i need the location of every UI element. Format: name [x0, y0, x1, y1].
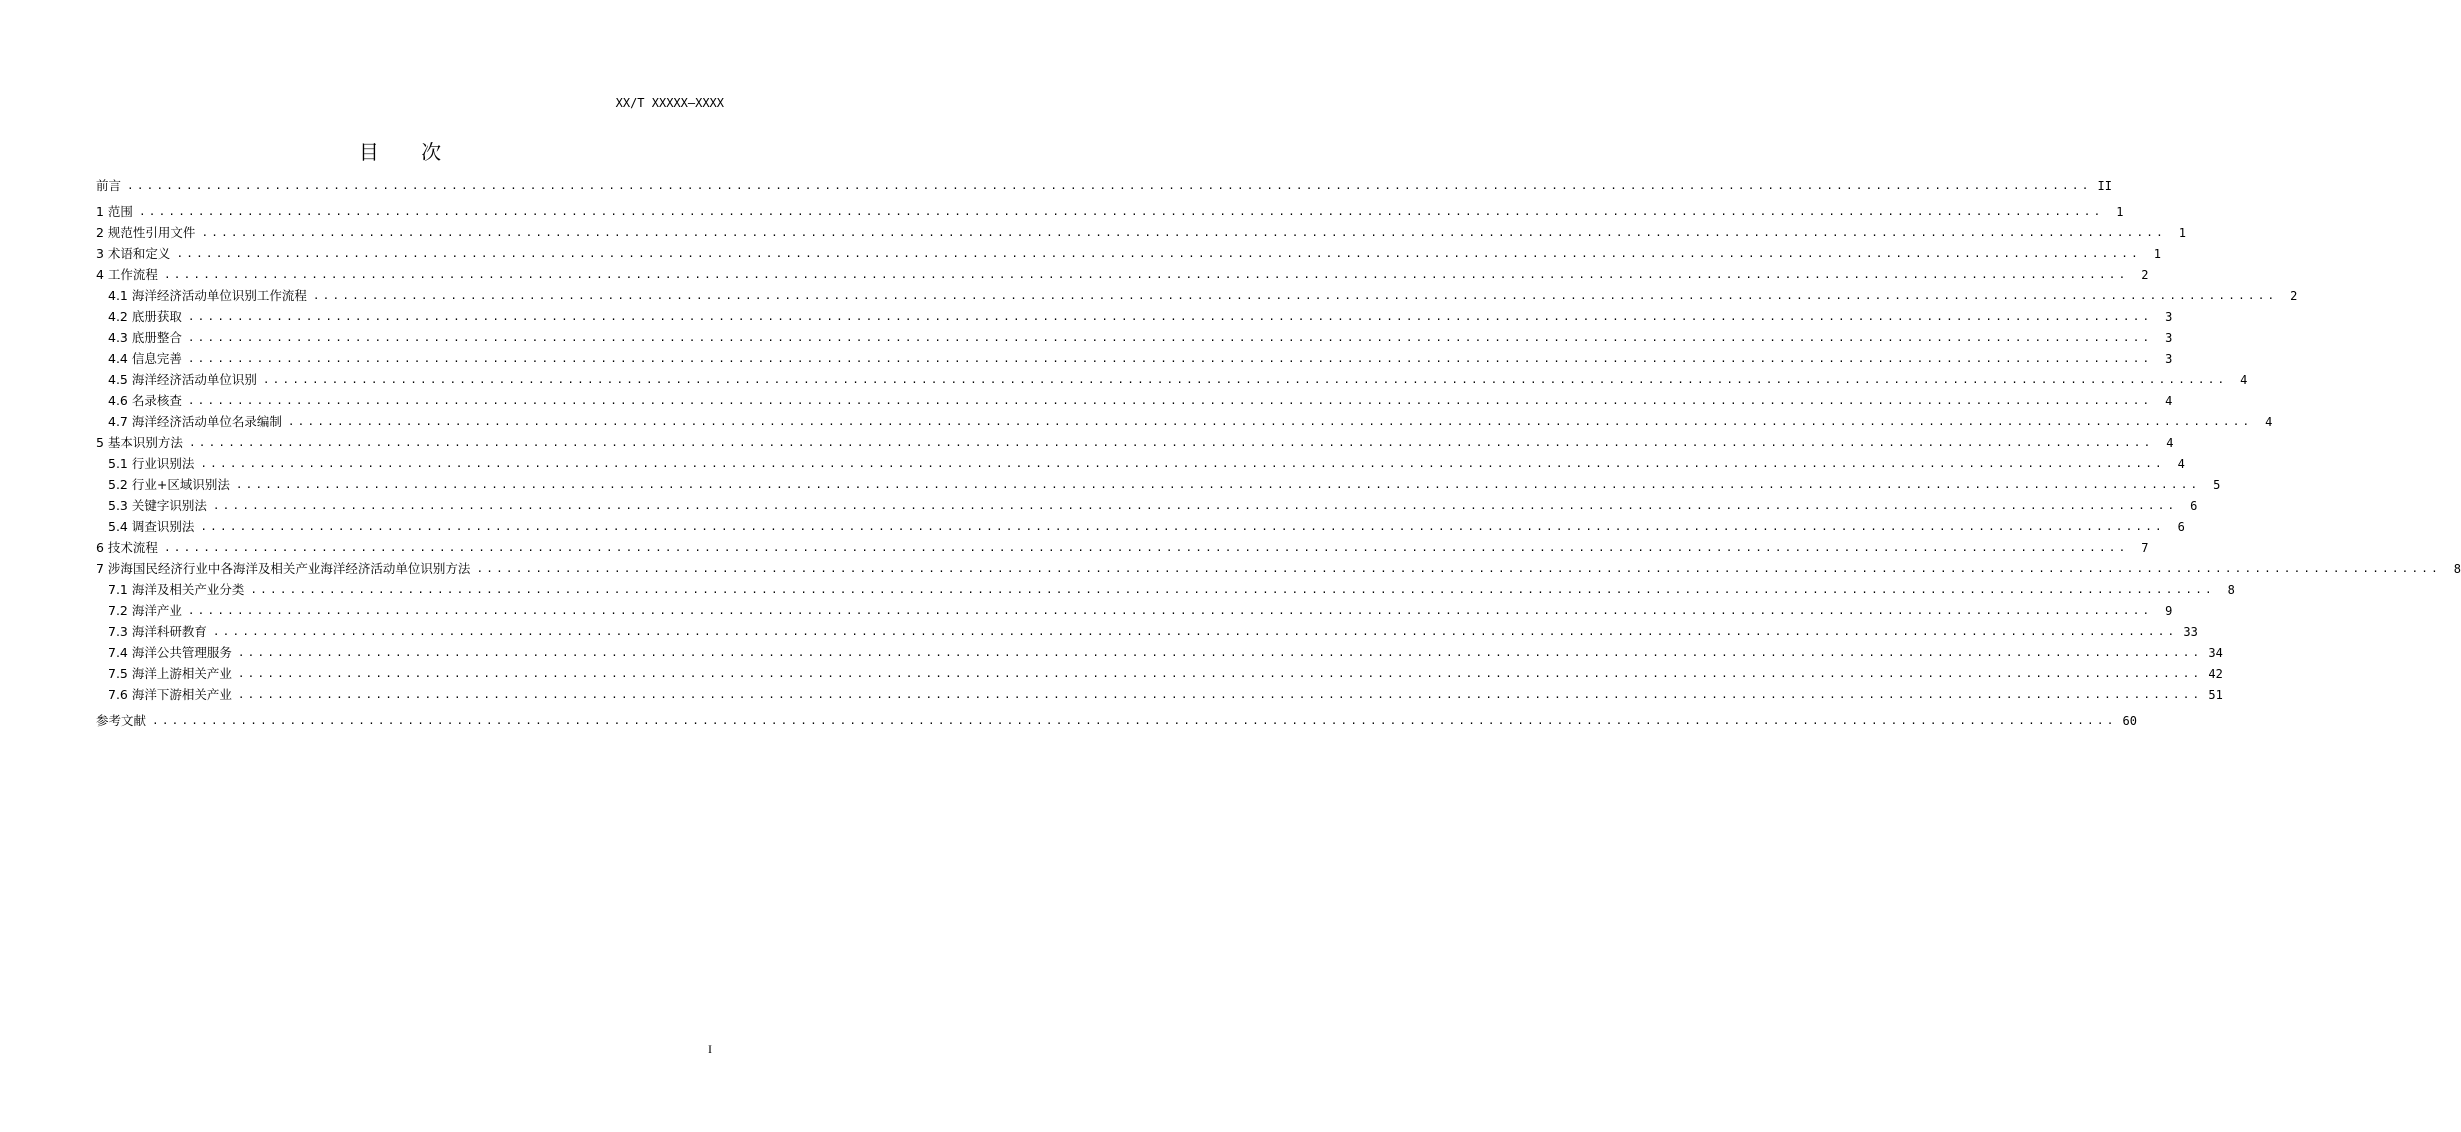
toc-entry-label: 4.6 名录核查: [108, 393, 182, 408]
toc-entry-label: 2 规范性引用文件: [96, 225, 196, 240]
toc-dot-leader: ........................................................................................................................................................................................................: [163, 541, 2129, 554]
toc-entry[interactable]: [108, 645, 2223, 661]
toc-entry[interactable]: [108, 351, 2173, 367]
toc-dot-leader: ........................................................................................................................................................................................................: [312, 289, 2278, 302]
toc-entry[interactable]: [108, 624, 2198, 640]
toc-entry-page: 4: [2240, 373, 2248, 387]
toc-entry[interactable]: [108, 477, 2221, 493]
toc-entry-page: 6: [2190, 499, 2198, 513]
toc-entry-page: 2: [2290, 289, 2298, 303]
toc-dot-leader: ........................................................................................................................................................................................................: [187, 394, 2153, 407]
toc-entry-page: II: [2097, 179, 2112, 193]
toc-entry[interactable]: [96, 267, 2149, 283]
toc-entry-page: 5: [2213, 478, 2221, 492]
toc-entry-label: 7.2 海洋产业: [108, 603, 182, 618]
toc-dot-leader: ........................................................................................................................................................................................................: [237, 688, 2203, 701]
toc-entry-page: 3: [2165, 310, 2173, 324]
toc-entry[interactable]: [96, 204, 2124, 220]
toc-entry-page: 33: [2183, 625, 2198, 639]
toc-entry-page: 60: [2122, 714, 2137, 728]
toc-entry-page: 8: [2227, 583, 2235, 597]
toc-entry-label: 7.1 海洋及相关产业分类: [108, 582, 245, 597]
toc-entry-label: 4 工作流程: [96, 267, 158, 282]
toc-dot-leader: ........................................................................................................................................................................................................: [250, 583, 2215, 596]
toc-entry[interactable]: [108, 372, 2248, 388]
toc-entry-label: 5.3 关键字识别法: [108, 498, 207, 513]
toc-entry-label: 7.6 海洋下游相关产业: [108, 687, 232, 702]
toc-dot-leader: ........................................................................................................................................................................................................: [188, 436, 2154, 449]
toc-entry-page: 1: [2116, 205, 2124, 219]
toc-entry[interactable]: [108, 393, 2173, 409]
toc-entry-label: 前言: [96, 178, 122, 193]
toc-dot-leader: ........................................................................................................................................................................................................: [176, 247, 2141, 260]
toc-entry[interactable]: [96, 713, 2137, 729]
toc-dot-leader: ........................................................................................................................................................................................................: [201, 226, 2166, 239]
toc-entry[interactable]: [108, 666, 2223, 682]
toc-entry[interactable]: [108, 309, 2173, 325]
toc-entry-page: 42: [2208, 667, 2223, 681]
toc-dot-leader: ........................................................................................................................................................................................................: [187, 310, 2153, 323]
toc-entry-label: 参考文献: [96, 713, 147, 728]
toc-entry[interactable]: [96, 540, 2149, 556]
toc-dot-leader: ........................................................................................................................................................................................................: [200, 457, 2165, 470]
toc-entry[interactable]: [108, 603, 2173, 619]
toc-entry-page: 4: [2265, 415, 2273, 429]
toc-entry-page: 3: [2165, 331, 2173, 345]
toc-entry-page: 6: [2177, 520, 2185, 534]
toc-entry-label: 7.5 海洋上游相关产业: [108, 666, 232, 681]
toc-entry-label: 4.7 海洋经济活动单位名录编制: [108, 414, 282, 429]
toc-entry[interactable]: [108, 414, 2273, 430]
toc-entry-label: 6 技术流程: [96, 540, 158, 555]
toc-entry[interactable]: [108, 519, 2185, 535]
toc-dot-leader: ........................................................................................................................................................................................................: [237, 646, 2203, 659]
toc-entry[interactable]: [108, 330, 2173, 346]
toc-entry[interactable]: [108, 498, 2198, 514]
toc-entry[interactable]: [108, 582, 2235, 598]
toc-entry-label: 4.5 海洋经济活动单位识别: [108, 372, 257, 387]
toc-entry[interactable]: [96, 561, 2461, 577]
toc-dot-leader: ........................................................................................................................................................................................................: [237, 667, 2203, 680]
toc-entry-label: 7 涉海国民经济行业中各海洋及相关产业海洋经济活动单位识别方法: [96, 561, 471, 576]
toc-entry-page: 1: [2153, 247, 2161, 261]
toc-entry[interactable]: [96, 435, 2174, 451]
toc-dot-leader: ........................................................................................................................................................................................................: [200, 520, 2165, 533]
toc-entry-page: 4: [2177, 457, 2185, 471]
toc-entry-label: 5.1 行业识别法: [108, 456, 195, 471]
toc-entry-page: 9: [2165, 604, 2173, 618]
toc-entry-label: 7.4 海洋公共管理服务: [108, 645, 232, 660]
toc-dot-leader: ........................................................................................................................................................................................................: [138, 205, 2104, 218]
toc-entry-page: 51: [2208, 688, 2223, 702]
toc-entry-label: 7.3 海洋科研教育: [108, 624, 207, 639]
toc-entry[interactable]: [108, 456, 2185, 472]
toc-entry-label: 5.4 调查识别法: [108, 519, 195, 534]
toc-entry-label: 4.2 底册获取: [108, 309, 182, 324]
document-number: XX/T XXXXX—XXXX: [615, 96, 724, 110]
toc-dot-leader: ........................................................................................................................................................................................................: [212, 625, 2178, 638]
toc-dot-leader: ........................................................................................................................................................................................................: [235, 478, 2201, 491]
toc-dot-leader: ........................................................................................................................................................................................................: [287, 415, 2253, 428]
toc-entry-page: 4: [2165, 394, 2173, 408]
toc-dot-leader: ........................................................................................................................................................................................................: [187, 604, 2153, 617]
toc-entry-label: 5 基本识别方法: [96, 435, 183, 450]
toc-dot-leader: ........................................................................................................................................................................................................: [212, 499, 2178, 512]
toc-entry-label: 4.3 底册整合: [108, 330, 182, 345]
page-title: 目 次: [358, 140, 460, 164]
toc-dot-leader: ........................................................................................................................................................................................................: [152, 714, 2117, 727]
toc-dot-leader: ........................................................................................................................................................................................................: [187, 331, 2153, 344]
toc-entry-label: 5.2 行业+区域识别法: [108, 477, 230, 492]
toc-entry-page: 34: [2208, 646, 2223, 660]
toc-entry-label: 3 术语和定义: [96, 246, 171, 261]
toc-entry-label: 4.1 海洋经济活动单位识别工作流程: [108, 288, 307, 303]
toc-dot-leader: ........................................................................................................................................................................................................: [127, 179, 2092, 192]
toc-dot-leader: ........................................................................................................................................................................................................: [163, 268, 2129, 281]
toc-entry-page: 7: [2141, 541, 2149, 555]
toc-entry-page: 2: [2141, 268, 2149, 282]
toc-dot-leader: ........................................................................................................................................................................................................: [262, 373, 2228, 386]
toc-entry[interactable]: [96, 225, 2186, 241]
toc-dot-leader: ........................................................................................................................................................................................................: [187, 352, 2153, 365]
toc-entry-page: 8: [2453, 562, 2461, 576]
toc-entry[interactable]: [96, 178, 2112, 194]
toc-entry-page: 1: [2178, 226, 2186, 240]
toc-entry-label: 4.4 信息完善: [108, 351, 182, 366]
toc-dot-leader: ........................................................................................................................................................................................................: [476, 562, 2441, 575]
toc-entry[interactable]: [108, 687, 2223, 703]
toc-entry[interactable]: [108, 288, 2298, 304]
toc-entry-label: 1 范围: [96, 204, 133, 219]
page-number: I: [708, 1042, 712, 1056]
toc-entry-page: 4: [2166, 436, 2174, 450]
toc-entry-page: 3: [2165, 352, 2173, 366]
toc-entry[interactable]: [96, 246, 2161, 262]
